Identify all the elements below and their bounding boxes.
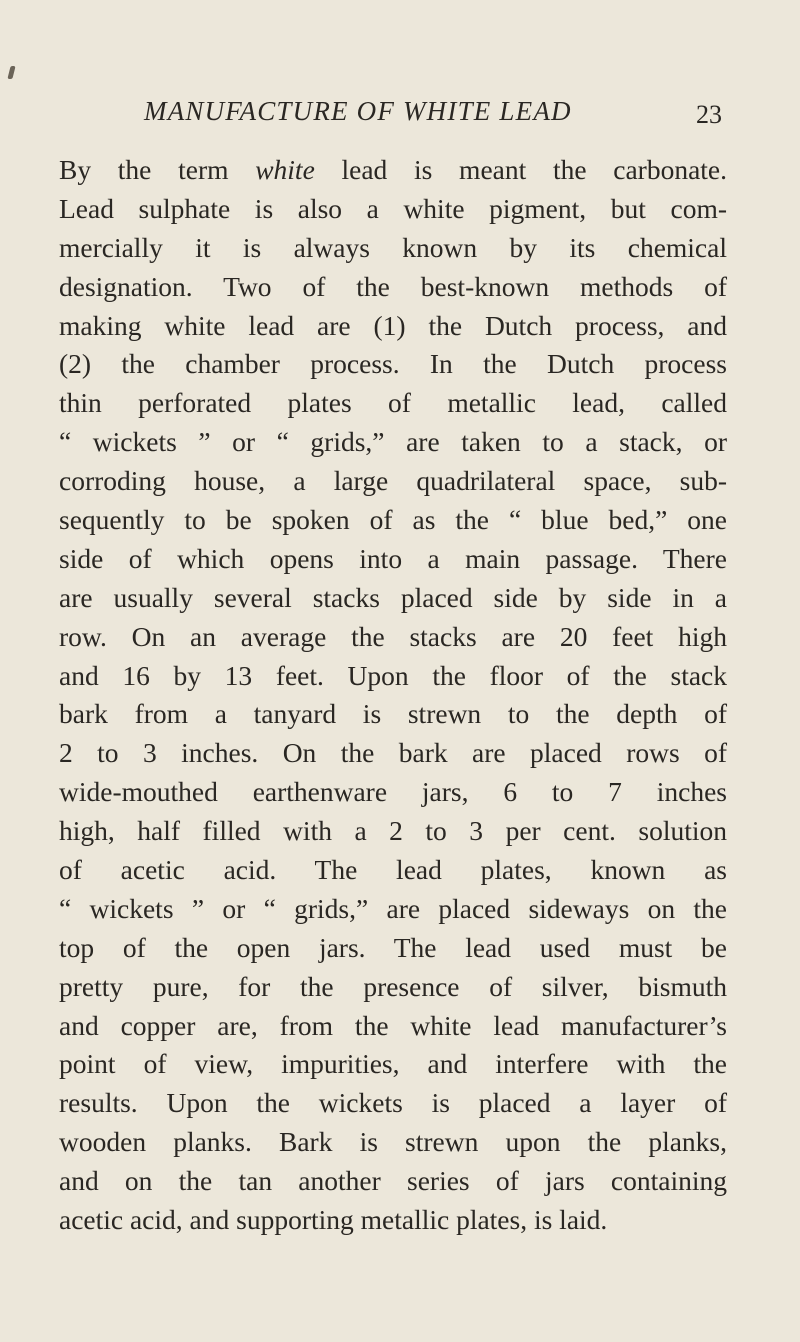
text-line: point of view, impurities, and interfere with the (59, 1048, 727, 1080)
text-line: wide-mouthed earthenware jars, 6 to 7 inches (59, 776, 727, 808)
text-line: pretty pure, for the presence of silver, bismuth (59, 970, 727, 1002)
text-line: results. Upon the wickets is placed a layer of (59, 1087, 727, 1119)
text-line: designation. Two of the best-known methods of (59, 270, 727, 302)
text-line: row. On an average the stacks are 20 feet high (59, 620, 727, 652)
emphasized-term: white (255, 154, 315, 185)
text-line: are usually several stacks placed side by side in a (59, 581, 727, 613)
text-line: making white lead are (1) the Dutch process, and (59, 309, 727, 341)
first-line-after: lead is meant the carbonate. (314, 154, 727, 185)
page-number: 23 (696, 100, 722, 129)
text-line: high, half filled with a 2 to 3 per cent. solution (59, 815, 727, 847)
running-title: MANUFACTURE OF WHITE LEAD (144, 96, 572, 126)
text-line: side of which opens into a main passage. There (59, 542, 727, 574)
text-line (59, 151, 727, 190)
text-line: acetic acid, and supporting metallic plates, is laid. (59, 1204, 608, 1236)
text-line: 2 to 3 inches. On the bark are placed rows of (59, 737, 727, 769)
text-line: Lead sulphate is also a white pigment, but com- (59, 192, 727, 224)
text-line: corroding house, a large quadrilateral space, sub- (59, 465, 727, 497)
text-line: mercially it is always known by its chemical (59, 231, 727, 263)
text-line: sequently to be spoken of as the “ blue bed,” one (59, 504, 727, 536)
body-paragraph (59, 151, 727, 1240)
text-line: and on the tan another series of jars containing (59, 1165, 727, 1197)
first-line-before: By the term (59, 154, 256, 185)
text-line: “ wickets ” or “ grids,” are placed sideways on the (59, 892, 727, 924)
text-line: of acetic acid. The lead plates, known as (59, 854, 727, 886)
text-line: (2) the chamber process. In the Dutch process (59, 348, 727, 380)
text-line: and copper are, from the white lead manufacturer’s (59, 1009, 727, 1041)
text-line: thin perforated plates of metallic lead, called (59, 387, 727, 419)
text-line: bark from a tanyard is strewn to the depth of (59, 698, 727, 730)
text-line: top of the open jars. The lead used must be (59, 931, 727, 963)
page-header (144, 96, 724, 140)
text-line: wooden planks. Bark is strewn upon the planks, (59, 1126, 727, 1158)
text-line: “ wickets ” or “ grids,” are taken to a stack, or (59, 426, 727, 458)
text-line: and 16 by 13 feet. Upon the floor of the stack (59, 659, 727, 691)
margin-ink-mark (7, 66, 15, 79)
